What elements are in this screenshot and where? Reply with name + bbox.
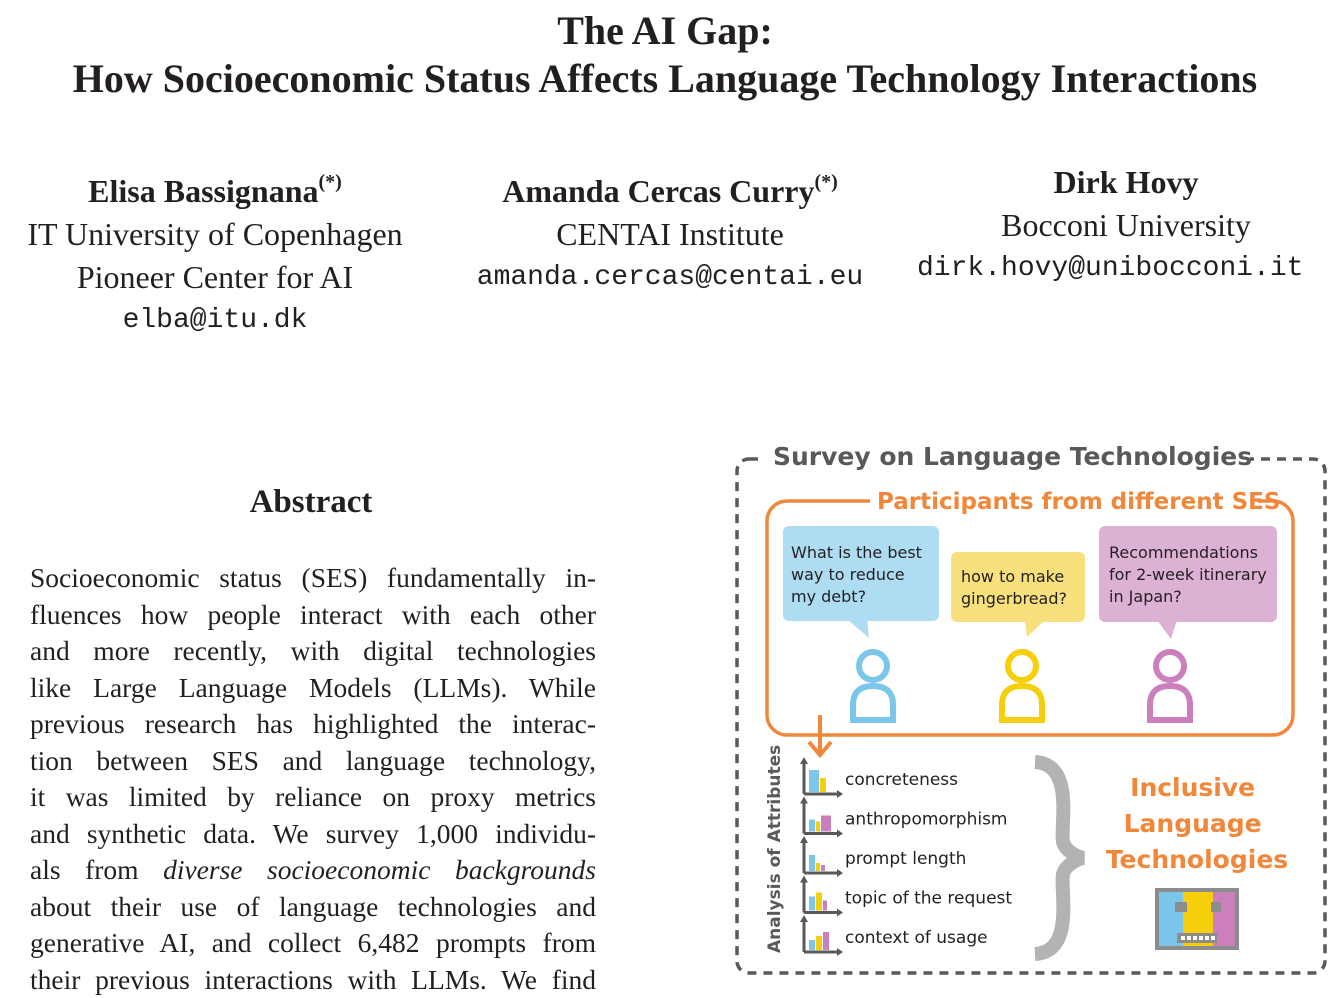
- robot-icon: [1155, 888, 1239, 950]
- person-icon: [1002, 652, 1042, 720]
- attribute-row: [800, 915, 988, 956]
- participant-icons: [853, 652, 1190, 720]
- attribute-list: [800, 757, 1012, 956]
- author-email: amanda.cercas@centai.eu: [440, 256, 900, 299]
- svg-text:how to make gingerbread?: how to make gingerbread?: [961, 567, 1069, 608]
- attribute-row: [800, 757, 958, 798]
- question-bubble-3: [1099, 526, 1277, 639]
- question-bubble-2: [951, 552, 1085, 637]
- mini-bar-chart-icon: [800, 757, 843, 798]
- abstract-line: previous research has highlighted the interac-: [30, 706, 596, 743]
- abstract-line: about their use of language technologies and: [30, 889, 596, 926]
- attribute-row: [800, 797, 1008, 838]
- author-email: dirk.hovy@unibocconi.it: [912, 247, 1330, 290]
- abstract-line: it was limited by reliance on proxy metrics: [30, 779, 596, 816]
- abstract-line: als from diverse socioeconomic backgrounds: [30, 852, 596, 889]
- abstract-line: Socioeconomic status (SES) fundamentally in-: [30, 560, 596, 597]
- abstract-line: and more recently, with digital technologies: [30, 633, 596, 670]
- outcome-label: Inclusive Language Technologies: [1106, 773, 1288, 874]
- grouping-brace: [1035, 762, 1083, 954]
- mini-bar-chart-icon: [800, 836, 843, 877]
- abstract-line: tion between SES and language technology,: [30, 743, 596, 780]
- author-affiliation: Pioneer Center for AI: [0, 256, 430, 299]
- mini-bar-chart-icon: [800, 876, 843, 917]
- abstract-body: [30, 560, 596, 998]
- attribute-label: context of usage: [845, 928, 988, 948]
- person-icon: [853, 652, 893, 720]
- question-bubble-1: [783, 526, 939, 638]
- attributes-axis-label: Analysis of Attributes: [765, 745, 785, 953]
- svg-text:Recommendations for 2-we: Recommendations for 2-week itinerary in Japan?: [1109, 543, 1272, 606]
- author-3: [912, 160, 1330, 290]
- mini-bar-chart-icon: [800, 797, 843, 838]
- author-affiliation: IT University of Copenhagen: [0, 213, 430, 256]
- author-2: [440, 160, 900, 299]
- author-email: elba@itu.dk: [0, 299, 430, 342]
- svg-text:What is the best way to: What is the best way to reduce my debt?: [791, 543, 927, 606]
- attribute-label: concreteness: [845, 770, 958, 790]
- abstract-line: fluences how people interact with each other: [30, 597, 596, 634]
- mini-bar-chart-icon: [800, 915, 843, 956]
- author-affiliation: Bocconi University: [912, 204, 1330, 247]
- abstract-heading: Abstract: [30, 484, 592, 521]
- author-name: Dirk Hovy: [912, 160, 1330, 204]
- outer-title: Survey on Language Technologies: [773, 442, 1252, 471]
- abstract-line: their previous interactions with LLMs. We find: [30, 962, 596, 998]
- abstract-line: like Large Language Models (LLMs). While: [30, 670, 596, 707]
- attribute-label: topic of the request: [845, 889, 1012, 909]
- participants-title: Participants from different SES: [877, 489, 1280, 515]
- person-icon: [1150, 652, 1190, 720]
- author-name: Elisa Bassignana(*): [0, 160, 430, 213]
- paper-title-line2: How Socioeconomic Status Affects Language Technology Interactions: [0, 55, 1330, 103]
- abstract-line: generative AI, and collect 6,482 prompts from: [30, 925, 596, 962]
- attribute-row: [800, 836, 966, 877]
- paper-title-line1: The AI Gap:: [0, 7, 1330, 55]
- attribute-label: anthropomorphism: [845, 810, 1008, 830]
- attribute-row: [800, 876, 1012, 917]
- figure-survey-diagram: [725, 430, 1330, 993]
- abstract-line: and synthetic data. We survey 1,000 individu-: [30, 816, 596, 853]
- author-1: [0, 160, 430, 342]
- abstract-emphasis: diverse socioeconomic backgrounds: [163, 854, 596, 885]
- attribute-label: prompt length: [845, 849, 966, 869]
- author-affiliation: CENTAI Institute: [440, 213, 900, 256]
- author-name: Amanda Cercas Curry(*): [440, 160, 900, 213]
